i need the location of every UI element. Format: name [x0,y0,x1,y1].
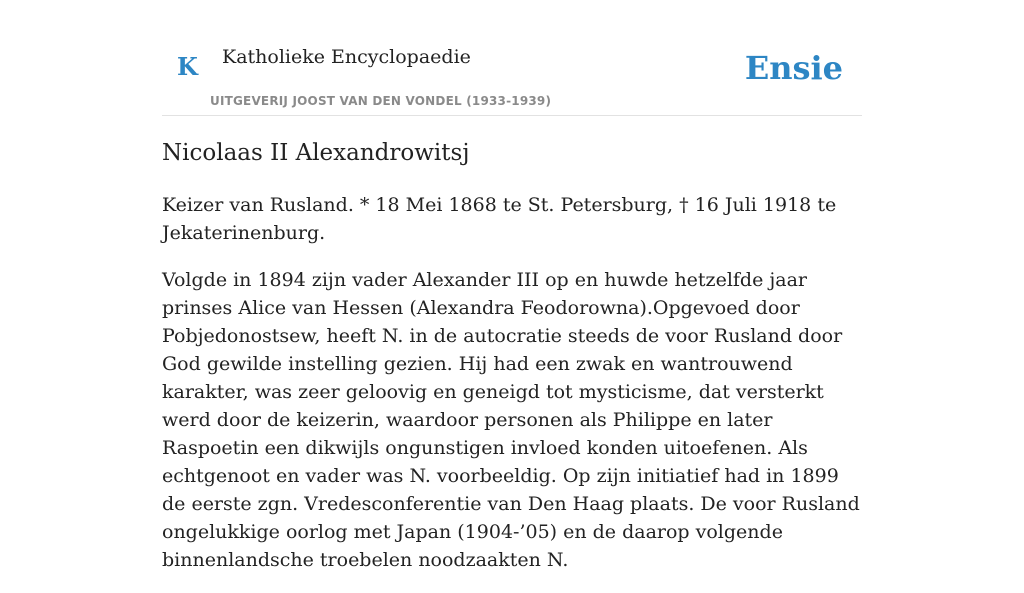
article-paragraph-intro: Keizer van Rusland. * 18 Mei 1868 te St. Petersburg, † 16 Juli 1918 te Jekaterinenburg. [162,194,837,244]
publication-title[interactable]: Katholieke Encyclopaedie [222,46,471,68]
ensie-logo-link[interactable]: Ensie [744,49,843,87]
article-title: Nicolaas II Alexandrowitsj [162,140,470,166]
publication-logo-icon[interactable]: K [177,52,198,81]
article-body [162,191,862,593]
article-paragraph-biography: Volgde in 1894 zijn vader Alexander III op en huwde hetzelfde jaar prinses Alice van Hessen (Alexandra Feodorowna).Opgevoed door Pobjedonostsew, heeft N. in de autocratie steeds de voor Rusland door God gewilde instelling gezien. Hij had een zwak en wantrouwend karakter, was zeer geloovig en geneigd tot mysticisme, dat versterkt werd door de keizerin, waardoor personen als Philippe en later Raspoetin een dikwijls ongunstigen invloed konden uitoefenen. Als echtgenoot en vader was N. voorbeeldig. Op zijn initiatief had in 1899 de eerste zgn. Vredesconferentie van Den Haag plaats. De voor Rusland ongelukkige oorlog met Japan (1904-’05) en de daarop volgende binnenlandsche troebelen noodzaakten N. [162,269,860,571]
page [162,0,862,571]
site-header [162,0,862,116]
publisher-subtitle: UITGEVERIJ JOOST VAN DEN VONDEL (1933-1939) [210,94,552,108]
